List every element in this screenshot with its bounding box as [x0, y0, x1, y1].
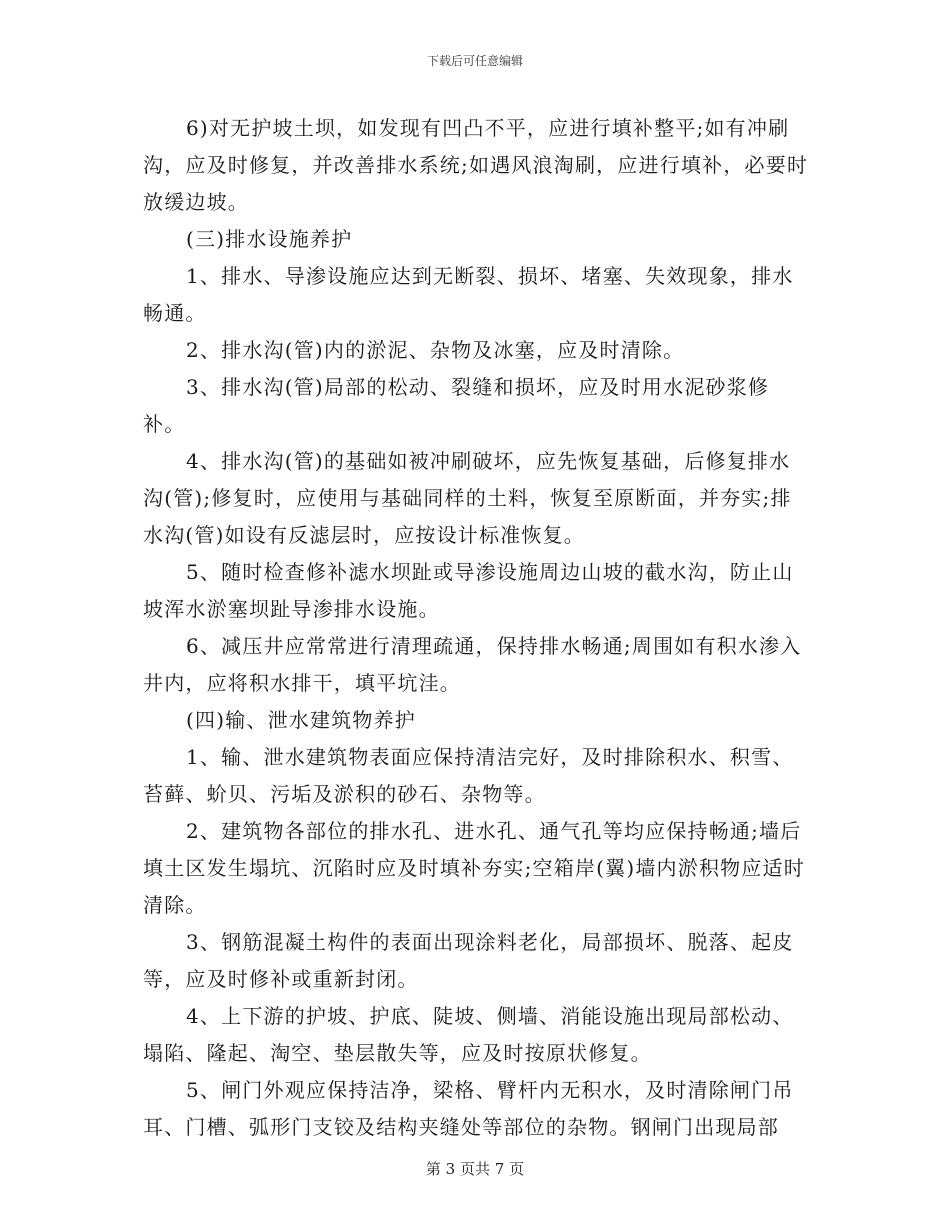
paragraph-drainage-2: 2、排水沟(管)内的淤泥、杂物及冰塞，应及时清除。 — [186, 338, 685, 362]
paragraph-outlet-2: 2、建筑物各部位的排水孔、进水孔、通气孔等均应保持畅通;墙后填土区发生塌坑、沉陷时应及时填补夯实;空箱岸(翼)墙内淤积物应适时清除。 — [143, 819, 805, 917]
section-heading-outlet-structures: (四)输、泄水建筑物养护 — [186, 708, 417, 732]
paragraph-drainage-6: 6、减压井应常常进行清理疏通，保持排水畅通;周围如有积水渗入井内，应将积水排干，填平坑洼。 — [143, 634, 802, 695]
paragraph-outlet-5: 5、闸门外观应保持洁净，梁格、臂杆内无积水，及时清除闸门吊耳、门槽、弧形门支铰及结构夹缝处等部位的杂物。钢闸门出现局部 — [143, 1078, 794, 1139]
section-heading-drainage: (三)排水设施养护 — [186, 227, 353, 251]
document-body — [143, 110, 810, 1146]
paragraph-drainage-3: 3、排水沟(管)局部的松动、裂缝和损坏，应及时用水泥砂浆修补。 — [143, 375, 770, 436]
paragraph-drainage-1: 1、排水、导渗设施应达到无断裂、损坏、堵塞、失效现象，排水畅通。 — [143, 264, 794, 325]
paragraph-outlet-3: 3、钢筋混凝土构件的表面出现涂料老化，局部损坏、脱落、起皮等，应及时修补或重新封闭。 — [143, 930, 794, 991]
paragraph-dam-slope-repair: 6)对无护坡土坝，如发现有凹凸不平，应进行填补整平;如有冲刷沟，应及时修复，并改善排水系统;如遇风浪淘刷，应进行填补，必要时放缓边坡。 — [143, 116, 809, 214]
page-footer: 第 3 页共 7 页 — [425, 1160, 525, 1178]
paragraph-drainage-4: 4、排水沟(管)的基础如被冲刷破坏，应先恢复基础，后修复排水沟(管);修复时，应使用与基础同样的土料，恢复至原断面，并夯实;排水沟(管)如设有反滤层时，应按设计标准恢复。 — [143, 449, 792, 547]
paragraph-outlet-4: 4、上下游的护坡、护底、陡坡、侧墙、消能设施出现局部松动、塌陷、隆起、淘空、垫层散失等，应及时按原状修复。 — [143, 1004, 794, 1065]
paragraph-drainage-5: 5、随时检查修补滤水坝趾或导渗设施周边山坡的截水沟，防止山坡浑水淤塞坝趾导渗排水设施。 — [143, 560, 794, 621]
paragraph-outlet-1: 1、输、泄水建筑物表面应保持清洁完好，及时排除积水、积雪、苔藓、蚧贝、污垢及淤积的砂石、杂物等。 — [143, 745, 794, 806]
page-header: 下载后可任意编辑 — [426, 54, 523, 68]
